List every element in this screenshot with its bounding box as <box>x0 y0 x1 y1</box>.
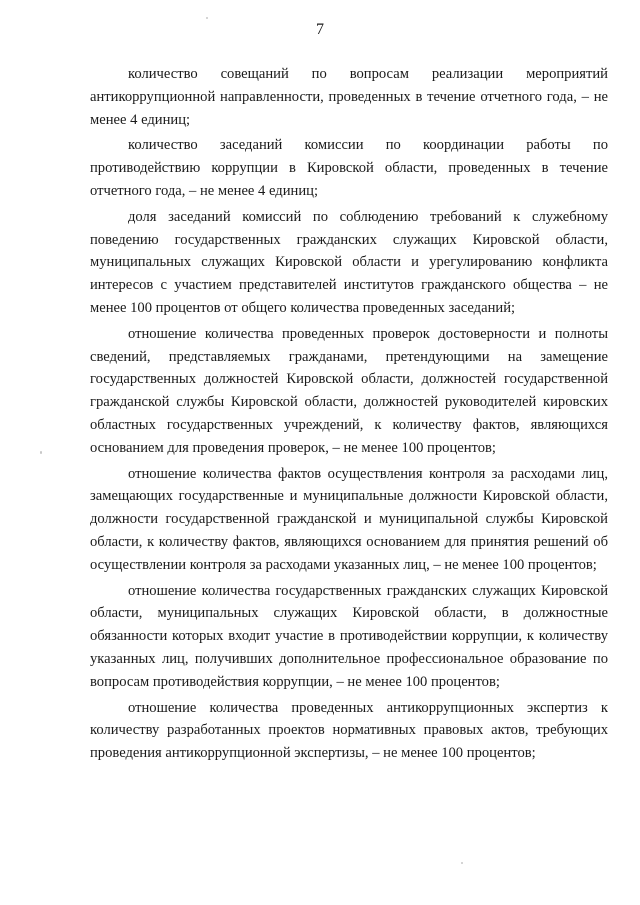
paragraph-training-ratio: отношение количества государственных гражданских служащих Кировской области, муниципальных служащих Кировской области, в должностные обязанности которых входит участие в противодействии коррупции, к количеству указанных лиц, получивших дополнительное профессиональное образование по вопросам противодействия коррупции, – не менее 100 процентов; <box>90 582 608 690</box>
paragraph-meetings-count: количество совещаний по вопросам реализации мероприятий антикоррупционной направленности, проведенных в течение отчетного года, – не менее 4 единиц; <box>90 66 608 128</box>
paragraph-expense-control-ratio: отношение количества фактов осуществления контроля за расходами лиц, замещающих государственные и муниципальные должности Кировской области, должности государственной гражданской и муниципальной службы Кировской области, к количеству фактов, являющихся основанием для принятия решений об осуществлении контроля за расходами указанных лиц, – не менее 100 процентов; <box>90 465 608 573</box>
paragraph-ethics-commissions-share: доля заседаний комиссий по соблюдению требований к служебному поведению государственных гражданских служащих Кировской области, муниципальных служащих Кировской области и урегулированию конфликта интересов с участием представителей институтов гражданского общества – не менее 100 процентов от общего количества проведенных заседаний; <box>90 208 608 316</box>
paragraph-verification-checks-ratio: отношение количества проведенных проверок достоверности и полноты сведений, представляемых гражданами, претендующими на замещение государственных должностей Кировской области, должностей государственной гражданской службы Кировской области, должностей руководителей кировских областных государственных учреждений, к количеству фактов, являющихся основанием для проведения проверок, – не менее 100 процентов; <box>90 325 608 456</box>
scan-speck <box>461 862 463 864</box>
page-number: 7 <box>316 21 324 38</box>
paragraph-commission-sessions: количество заседаний комиссии по координации работы по противодействию коррупции в Кировской области, проведенных в течение отчетного года, – не менее 4 единиц; <box>90 137 608 199</box>
paragraph-expertise-ratio: отношение количества проведенных антикоррупционных экспертиз к количеству разработанных проектов нормативных правовых актов, требующих проведения антикоррупционной экспертизы, – не менее 100 процентов; <box>90 699 608 762</box>
scan-speck <box>206 17 208 19</box>
scan-speck <box>40 451 42 454</box>
document-body <box>90 63 608 768</box>
